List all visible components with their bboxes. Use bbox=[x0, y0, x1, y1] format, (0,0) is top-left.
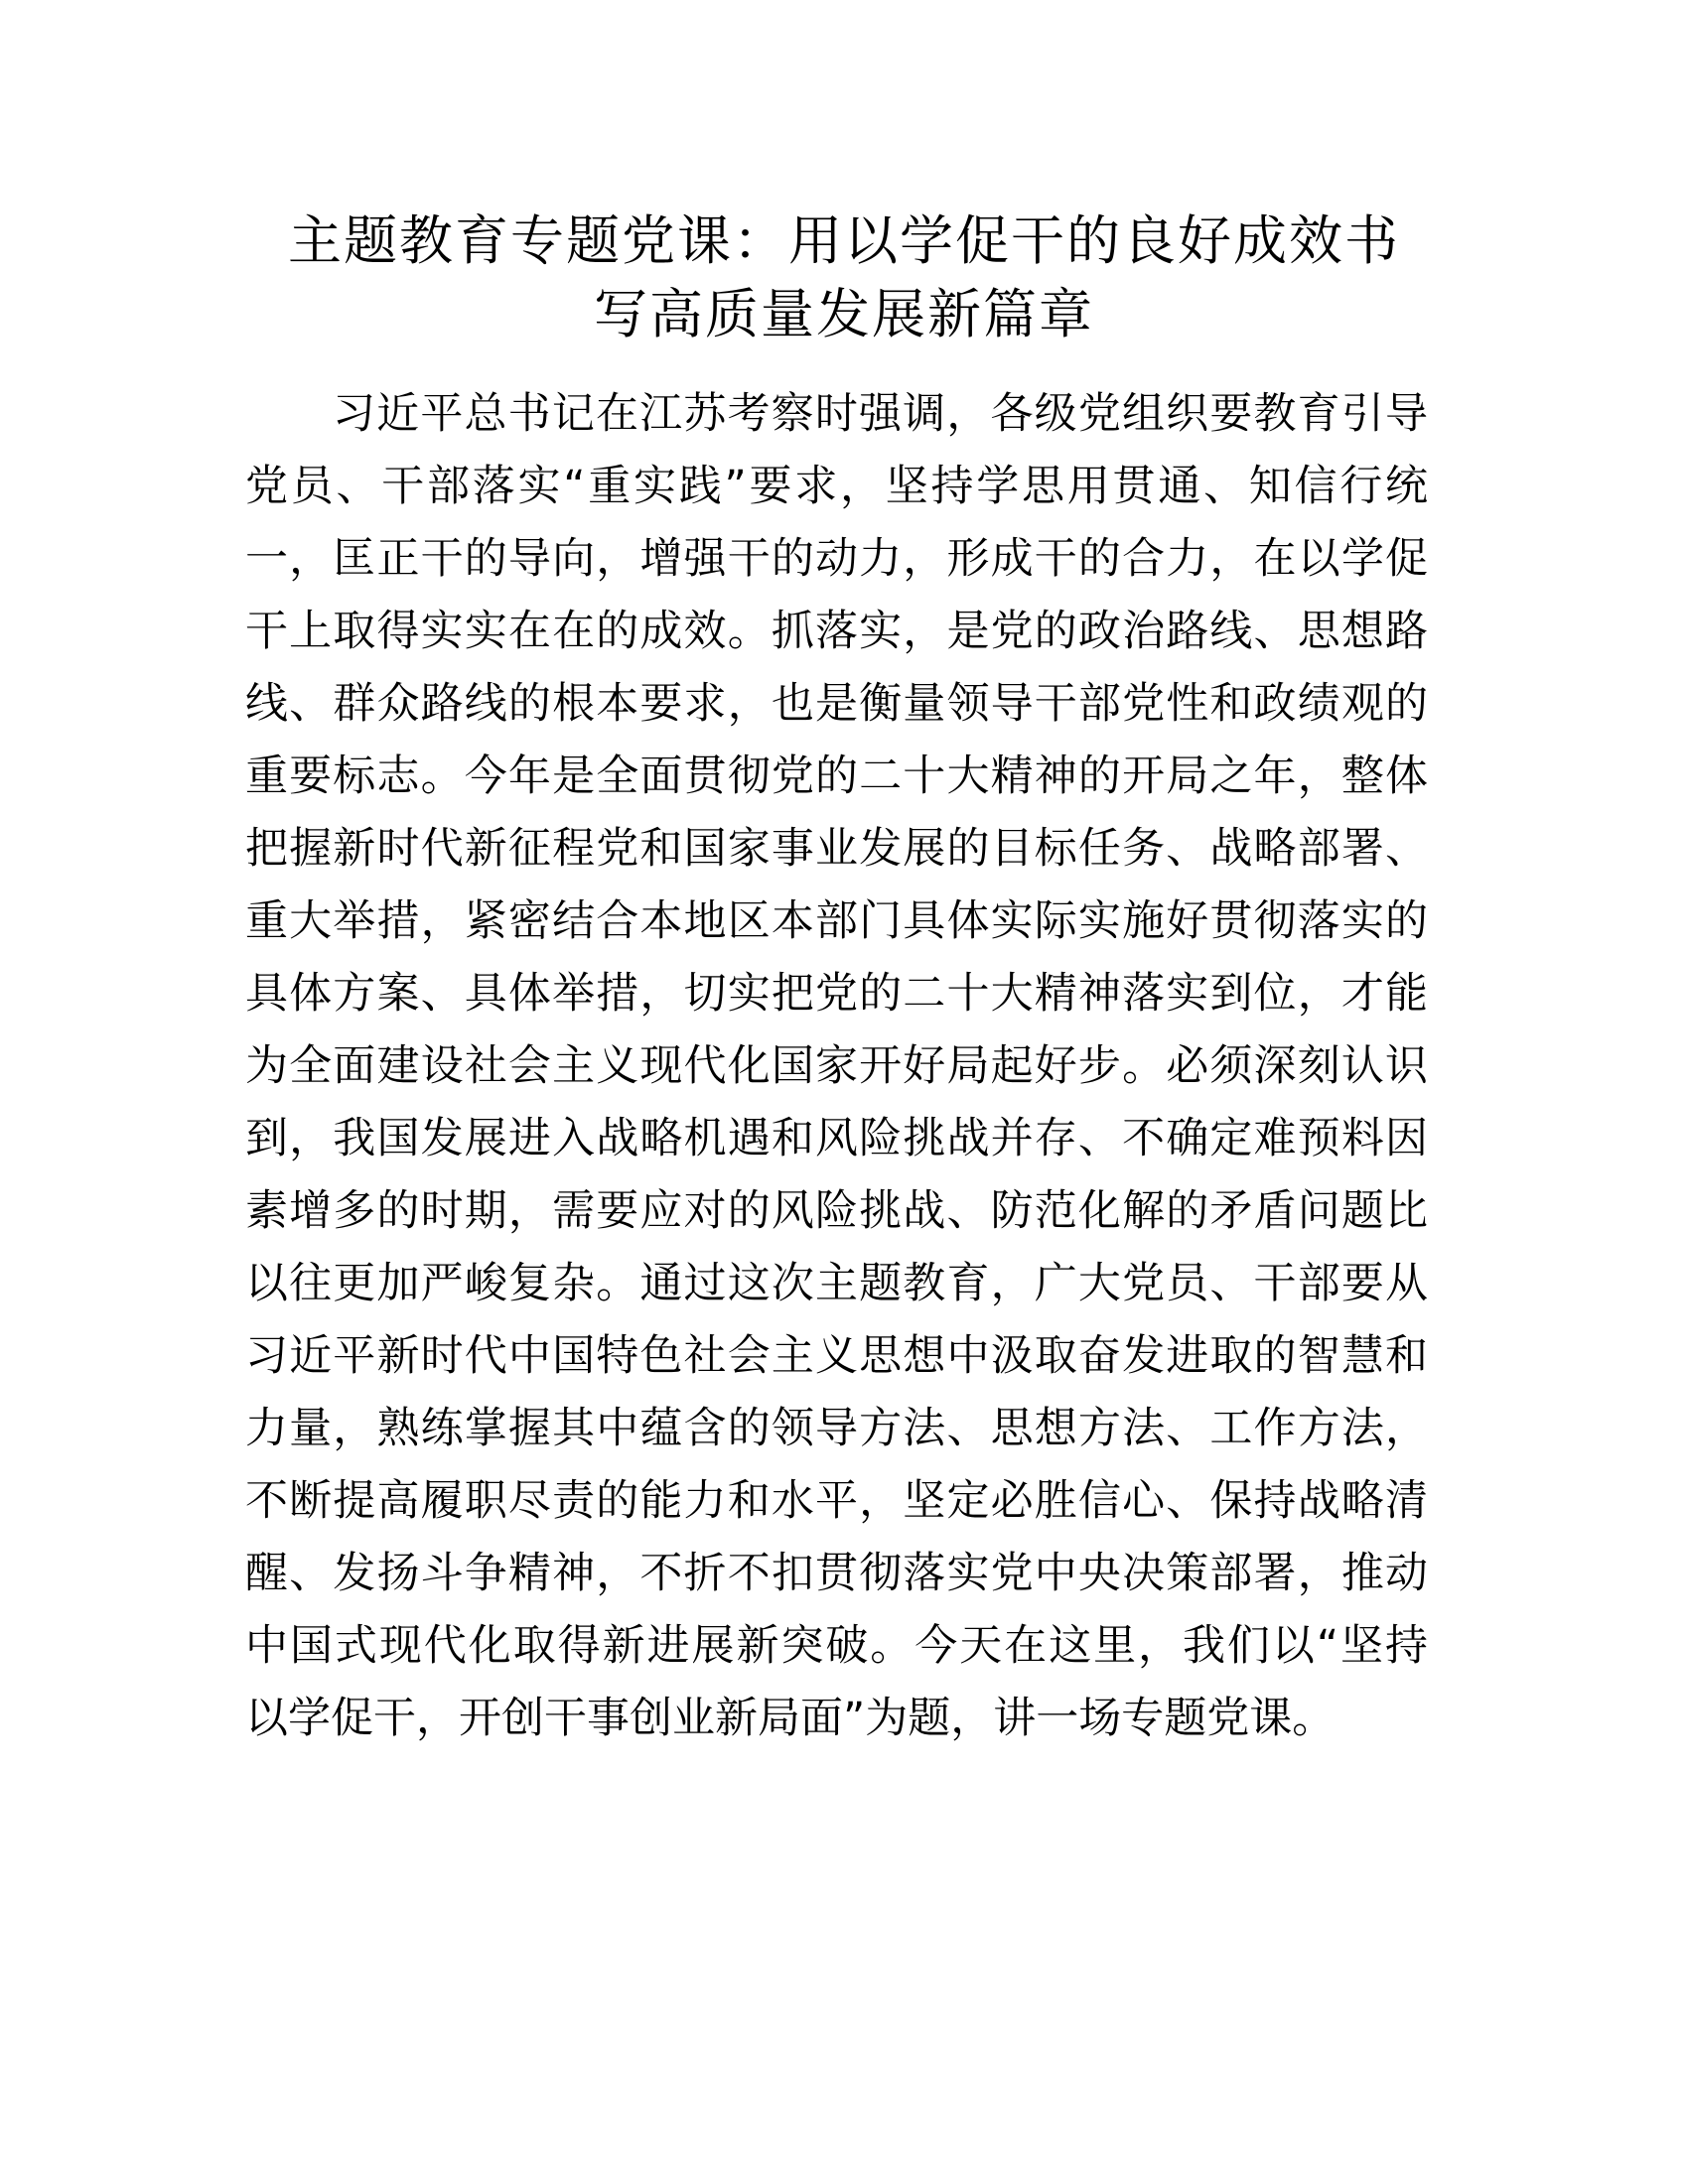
paragraph-line: 具体方案、具体举措，切实把党的二十大精神落实到位，才能 bbox=[245, 969, 1428, 1019]
paragraph-line: 把握新时代新征程党和国家事业发展的目标任务、战略部署、 bbox=[245, 824, 1428, 874]
paragraph-line: 一，匡正干的导向，增强干的动力，形成干的合力，在以学促 bbox=[245, 534, 1428, 584]
paragraph-line: 素增多的时期，需要应对的风险挑战、防范化解的矛盾问题比 bbox=[245, 1186, 1428, 1236]
paragraph-line: 线、群众路线的根本要求，也是衡量领导干部党性和政绩观的 bbox=[245, 679, 1428, 729]
paragraph-line: 力量，熟练掌握其中蕴含的领导方法、思想方法、工作方法， bbox=[245, 1404, 1428, 1453]
document-title-line-2: 写高质量发展新篇章 bbox=[594, 283, 1094, 345]
paragraph-line: 到，我国发展进入战略机遇和风险挑战并存、不确定难预料因 bbox=[245, 1114, 1428, 1163]
paragraph-line: 不断提高履职尽责的能力和水平，坚定必胜信心、保持战略清 bbox=[245, 1476, 1428, 1526]
document-title-line-1: 主题教育专题党课：用以学促干的良好成效书 bbox=[288, 209, 1400, 272]
paragraph-line: 以学促干，开创干事创业新局面”为题，讲一场专题党课。 bbox=[245, 1694, 1336, 1743]
paragraph-line: 党员、干部落实“重实践”要求，坚持学思用贯通、知信行统 bbox=[245, 462, 1428, 511]
paragraph-line: 习近平新时代中国特色社会主义思想中汲取奋发进取的智慧和 bbox=[245, 1331, 1428, 1381]
paragraph-line: 习近平总书记在江苏考察时强调，各级党组织要教育引导 bbox=[333, 389, 1428, 439]
paragraph-line: 重要标志。今年是全面贯彻党的二十大精神的开局之年，整体 bbox=[245, 751, 1428, 801]
paragraph-line: 重大举措，紧密结合本地区本部门具体实际实施好贯彻落实的 bbox=[245, 896, 1428, 946]
paragraph-line: 以往更加严峻复杂。通过这次主题教育，广大党员、干部要从 bbox=[245, 1259, 1428, 1308]
paragraph-line: 醒、发扬斗争精神，不折不扣贯彻落实党中央决策部署，推动 bbox=[245, 1549, 1428, 1598]
paragraph-line: 中国式现代化取得新进展新突破。今天在这里，我们以“坚持 bbox=[245, 1621, 1428, 1671]
paragraph-line: 干上取得实实在在的成效。抓落实，是党的政治路线、思想路 bbox=[245, 607, 1428, 656]
paragraph-line: 为全面建设社会主义现代化国家开好局起好步。必须深刻认识 bbox=[245, 1041, 1428, 1091]
body-paragraph bbox=[245, 378, 1428, 1755]
